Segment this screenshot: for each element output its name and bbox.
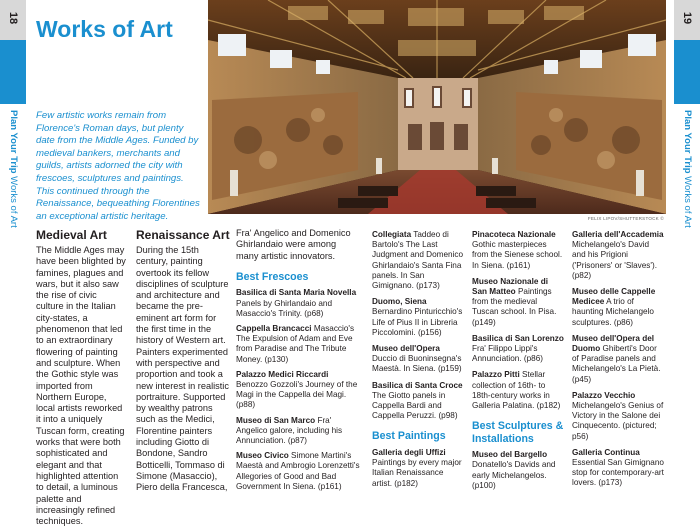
list-item: Basilica di San Lorenzo Fra' Filippo Lippi's Annunciation. (p86) — [472, 333, 564, 364]
list-item: Museo dell'Opera Duccio di Buoninsegna's Maestà. In Siena. (p159) — [372, 344, 462, 374]
paintings-sculptures-column — [472, 230, 564, 497]
paintings-column — [372, 230, 464, 495]
medieval-art-heading: Medieval Art — [36, 228, 107, 242]
renaissance-art-continued: Fra' Angelico and Domenico Ghirlandaio were among many artistic innovators. — [236, 228, 351, 261]
best-frescoes-heading: Best Frescoes — [236, 270, 309, 283]
page-title: Works of Art — [36, 16, 173, 42]
list-item: Duomo, Siena Bernardino Pinturicchio's Life of Pius II in Libreria Piccolomini. (p156) — [372, 297, 463, 337]
list-item: Palazzo Vecchio Michelangelo's Genius of Victory in the Salone dei Cinquecento. (pictured; p56) — [572, 390, 664, 441]
fresco-hall-photo — [208, 0, 666, 214]
renaissance-art-heading: Renaissance Art — [136, 228, 230, 242]
list-item: Galleria Continua Essential San Gimignano stop for contemporary-art lovers. (p173) — [572, 447, 664, 488]
list-item: Museo Civico Simone Martini's Maestà and Ambrogio Lorenzetti's Allegories of Good and Bad Government In Siena. (p161) — [236, 451, 360, 491]
medieval-art-body: The Middle Ages may have been blighted by famines, plagues and wars, but it also saw the rise of civic culture in the Italian city-states, a phenomenon that led to an extraordinary flowering of painting and sculpture. When the Gothic style was imported from Northern Europe, local artists reworked it into a uniquely Tuscan form, creating works that were both sophisticated and elegant and that highlighted attention to detail, a luminous palette and increasingly refined techniques. — [36, 245, 126, 527]
list-item: Museo Nazionale di San Matteo Paintings from the medieval Tuscan school. In Pisa. (p149) — [472, 276, 557, 327]
list-item: Museo del Bargello Donatello's Davids and early Michelangelos. (p100) — [472, 450, 556, 490]
list-item: Museo delle Cappelle Medicee A trio of haunting Michelangelo sculptures. (p86) — [572, 287, 656, 327]
list-item: Basilica di Santa Croce The Giotto panels in Cappella Bardi and Cappella Peruzzi. (p98) — [372, 380, 463, 421]
side-label-left: Plan Your Trip Works of Art — [8, 110, 19, 228]
list-item: Museo dell'Opera del Duomo Ghiberti's Door of Paradise panels and Michelangelo's La Pietà. (p45) — [572, 333, 661, 384]
best-paintings-heading: Best Paintings — [372, 430, 446, 443]
right-side-tab — [674, 0, 700, 505]
frescoes-column — [236, 228, 360, 497]
list-item: Museo di San Marco Fra' Angelico galore, including his Annunciation. (p87) — [236, 415, 343, 446]
page-number-right: 19 — [674, 0, 700, 40]
list-item: Galleria dell'Accademia Michelangelo's David and his Prigioni ('Prisoners' or 'Slaves'). (p82) — [572, 230, 664, 280]
best-sculptures-heading: Best Sculptures & Installations — [472, 420, 564, 445]
sculptures-column — [572, 230, 664, 495]
page-number-left: 18 — [0, 0, 26, 40]
list-item: Basilica di Santa Maria Novella Panels by Ghirlandaio and Masaccio's Trinity. (p68) — [236, 288, 357, 318]
medieval-art-column — [36, 228, 126, 527]
section-color-bar — [674, 40, 700, 104]
list-item: Cappella Brancacci Masaccio's The Expulsion of Adam and Eve from Paradise and The Tribute Money. (p130) — [236, 324, 355, 364]
section-color-bar — [0, 40, 26, 104]
photo-credit: FELIX LIPOV/SHUTTERSTOCK © — [587, 216, 664, 221]
list-item: Collegiata Taddeo di Bartolo's The Last Judgment and Domenico Ghirlandaio's Santa Fina panels. In San Gimignano. (p173) — [372, 230, 464, 291]
side-label-right: Plan Your Trip Works of Art — [682, 110, 693, 228]
intro-text: Few artistic works remain from Florence's Roman days, but plenty date from the Middle Ages. Funded by medieval bankers, merchants and guilds, artists adorned the city with frescoes, sculptures and paintings. This continued through the Renaissance, bequeathing Florentines an exceptional artistic heritage. — [36, 110, 200, 222]
list-item: Palazzo Pitti Stellar collection of 16th- to 18th-century works in Galleria Palatina. (p182) — [472, 370, 561, 411]
renaissance-art-body: During the 15th century, painting overtook its fellow disciplines of sculpture and architecture and became the pre-eminent art form for the first time in the history of Western art. Painters experimented with perspective and proportion and took a new interest in realistic portraiture. Supported by wealthy patrons such as the Medici, Florentine painters including Giotto di Bondone, Sandro Botticelli, Tommaso di Simone (Masaccio), Piero della Francesca, — [136, 245, 229, 493]
list-item: Palazzo Medici Riccardi Benozzo Gozzoli's Journey of the Magi in the Cappella dei Magi. (p88) — [236, 369, 358, 410]
list-item: Pinacoteca Nazionale Gothic masterpieces from the Sienese school. In Siena. (p161) — [472, 230, 563, 270]
left-side-tab — [0, 0, 26, 505]
renaissance-art-column — [136, 228, 230, 494]
list-item: Galleria degli Uffizi Paintings by every major Italian Renaissance artist. (p182) — [372, 447, 462, 488]
